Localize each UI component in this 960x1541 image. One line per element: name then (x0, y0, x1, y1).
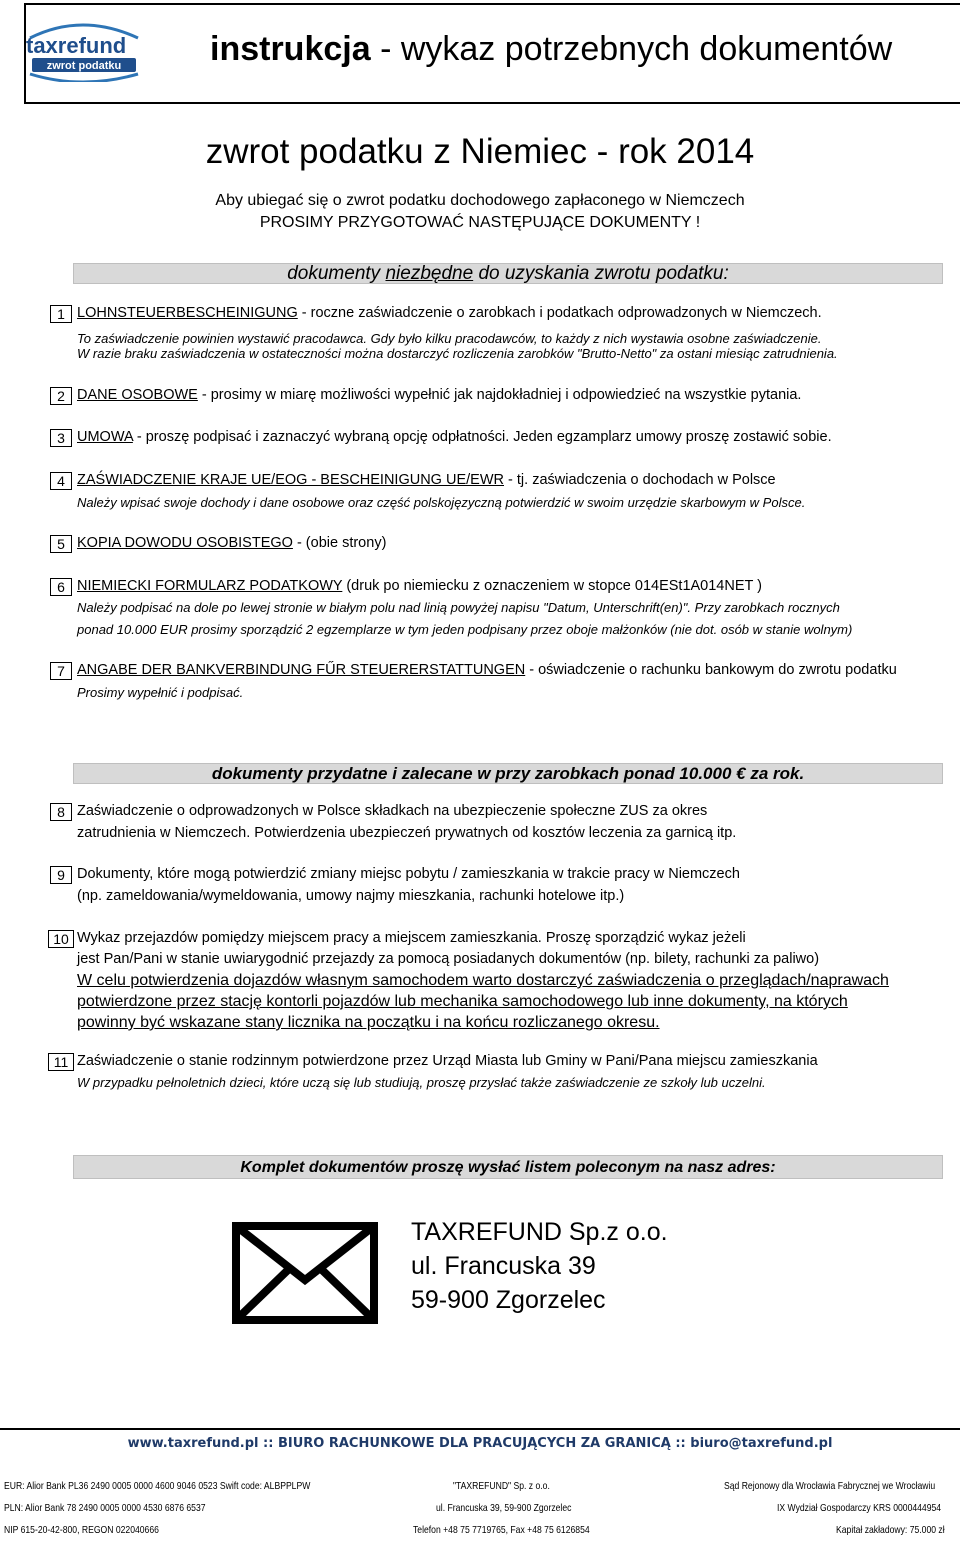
item-10-line-4: potwierdzone przez stację kontorli pojazdów lub mechanika samochodowego lub inne dokumenty, na których (77, 993, 848, 1010)
footer-company: "TAXREFUND" Sp. z o.o. (453, 1480, 550, 1492)
item-number: 5 (50, 535, 72, 553)
item-9-line-1: Dokumenty, które mogą potwierdzić zmiany miejsc pobytu / zamieszkania w trakcie pracy w Niemczech (77, 866, 740, 882)
heading-post: do uzyskania zwrotu podatku: (473, 263, 729, 284)
footer-contact: www.taxrefund.pl :: BIURO RACHUNKOWE DLA PRACUJĄCYCH ZA GRANICĄ :: biuro@taxrefund.pl (127, 1436, 833, 1451)
item-2-line (77, 387, 801, 403)
item-title: ZAŚWIADCZENIE KRAJE UE/EOG - BESCHEINIGUNG UE/EWR (77, 472, 504, 488)
item-number: 8 (50, 803, 72, 821)
footer-phone: Telefon +48 75 7719765, Fax +48 75 6126854 (413, 1524, 590, 1536)
item-8-line-2: zatrudnienia w Niemczech. Potwierdzenia ubezpieczeń prywatnych od kosztów leczenia za garnicą itp. (77, 825, 737, 841)
envelope-icon (232, 1222, 378, 1329)
item-title: UMOWA (77, 429, 133, 445)
heading-pre: dokumenty (287, 263, 386, 284)
item-10-line-3: W celu potwierdzenia dojazdów własnym samochodem warto dostarczyć zaświadczenia o przeglądach/naprawach (77, 972, 889, 989)
item-11-line-1: Zaświadczenie o stanie rodzinnym potwierdzone przez Urząd Miasta lub Gminy w Pani/Pana miejscu zamieszkania (77, 1053, 818, 1069)
item-6-line (77, 578, 762, 594)
item-1-note-1: To zaświadczenie powinien wystawić pracodawca. Gdy było kilku pracodawców, to każdy z nich wystawia osobne zaświadczenie. (77, 331, 822, 346)
address-street: ul. Francuska 39 (411, 1252, 596, 1280)
section-address-heading: Komplet dokumentów proszę wysłać listem poleconym na nasz adres: (73, 1155, 943, 1179)
intro-line-2: PROSIMY PRZYGOTOWAĆ NASTĘPUJĄCE DOKUMENTY ! (259, 214, 701, 231)
item-10-line-5: powinny być wskazane stany licznika na początku i na końcu rozliczanego okresu. (77, 1014, 660, 1031)
item-6-note-2: ponad 10.000 EUR prosimy sporządzić 2 egzemplarze w tym jeden podpisany przez oboje małżonków (nie dot. osób w stanie wolnym) (77, 622, 853, 637)
item-text: - proszę podpisać i zaznaczyć wybraną opcję odpłatności. Jeden egzamplarz umowy proszę zostawić sobie. (132, 429, 832, 445)
item-text: - prosimy w miarę możliwości wypełnić jak najdokładniej i odpowiedzieć na wszystkie pytania. (197, 387, 802, 403)
item-1-note-2: W razie braku zaświadczenia w ostateczności można dostarczyć rozliczenia zarobków "Brutto-Netto" za ostani miesiąc zatrudnienia. (77, 346, 838, 361)
logo-text: taxrefund (26, 33, 127, 58)
item-text: - (obie strony) (292, 535, 387, 551)
item-7-note: Prosimy wypełnić i podpisać. (77, 685, 244, 700)
item-number: 1 (50, 305, 72, 323)
item-10-line-1: Wykaz przejazdów pomiędzy miejscem pracy a miejscem zamieszkania. Proszę sporządzić wykaz jeżeli (77, 930, 746, 946)
item-number: 3 (50, 429, 72, 447)
item-8-line-1: Zaświadczenie o odprowadzonych w Polsce składkach na ubezpieczenie społeczne ZUS za okres (77, 803, 708, 819)
item-number: 4 (50, 472, 72, 490)
footer-capital: Kapitał zakładowy: 75.000 zł (836, 1524, 945, 1536)
item-5-line (77, 535, 386, 551)
footer-nip: NIP 615-20-42-800, REGON 022040666 (4, 1524, 159, 1536)
item-4-note: Należy wpisać swoje dochody i dane osobowe oraz część polskojęzyczną potwierdzić w swoim urzędzie skarbowym w Polsce. (77, 495, 806, 510)
header-title-rest: - wykaz potrzebnych dokumentów (370, 30, 893, 68)
item-title: DANE OSOBOWE (77, 387, 198, 403)
logo-subtext: zwrot podatku (46, 60, 122, 72)
footer-address: ul. Francuska 39, 59-900 Zgorzelec (436, 1502, 572, 1514)
address-company: TAXREFUND Sp.z o.o. (411, 1218, 668, 1246)
item-title: ANGABE DER BANKVERBINDUNG FŰR STEUERERSTATTUNGEN (77, 662, 526, 678)
item-text: - oświadczenie o rachunku bankowym do zwrotu podatku (525, 662, 897, 678)
item-4-line (77, 472, 776, 488)
footer-court: Sąd Rejonowy dla Wrocławia Fabrycznej we Wrocławiu (724, 1480, 936, 1492)
intro-line-1: Aby ubiegać się o zwrot podatku dochodowego zapłaconego w Niemczech (215, 192, 745, 209)
item-text: - roczne zaświadczenie o zarobkach i podatkach odprowadzonych w Niemczech. (297, 305, 822, 321)
section-required-heading (73, 263, 943, 284)
item-text: (druk po niemiecku z oznaczeniem w stopce 014ESt1A014NET ) (342, 578, 762, 594)
taxrefund-logo (22, 18, 144, 82)
item-number: 2 (50, 387, 72, 405)
item-number: 10 (48, 930, 74, 948)
item-number: 7 (50, 662, 72, 680)
item-1-line (77, 305, 822, 321)
item-title: LOHNSTEUERBESCHEINIGUNG (77, 305, 298, 321)
footer-bank-pln: PLN: Alior Bank 78 2490 0005 0000 4530 6876 6537 (4, 1502, 206, 1514)
footer-divider (0, 1428, 960, 1430)
page-title: zwrot podatku z Niemiec - rok 2014 (205, 132, 755, 171)
item-number: 9 (50, 866, 72, 884)
item-10-line-2: jest Pan/Pani w stanie uwiarygodnić przejazdy za pomocą posiadanych dokumentów (np. bilety, rachunki za paliwo) (77, 951, 820, 967)
address-city: 59-900 Zgorzelec (411, 1286, 606, 1314)
header-title (210, 30, 892, 69)
item-title: KOPIA DOWODU OSOBISTEGO (77, 535, 293, 551)
item-9-line-2: (np. zameldowania/wymeldowania, umowy najmy mieszkania, rachunki hotelowe itp.) (77, 888, 625, 904)
item-text: - tj. zaświadczenia o dochodach w Polsce (504, 472, 776, 488)
item-11-line-2: W przypadku pełnoletnich dzieci, które uczą się lub studiują, proszę przysłać także zaświadczenie ze szkoły lub uczelni. (77, 1075, 766, 1090)
footer-krs: IX Wydział Gospodarczy KRS 0000444954 (777, 1502, 942, 1514)
item-number: 11 (48, 1053, 74, 1071)
item-title: NIEMIECKI FORMULARZ PODATKOWY (77, 578, 343, 594)
item-3-line (77, 429, 832, 445)
item-7-line (77, 662, 897, 678)
section-recommended-heading: dokumenty przydatne i zalecane w przy zarobkach ponad 10.000 € za rok. (73, 763, 943, 784)
footer-bank-eur: EUR: Alior Bank PL36 2490 0005 0000 4600 9046 0523 Swift code: ALBPPLPW (4, 1480, 311, 1492)
item-6-note-1: Należy podpisać na dole po lewej stronie w białym polu nad linią powyżej napisu "Datum, Unterschrift(en)". Przy zarobkach rocznych (77, 600, 840, 615)
heading-underlined: niezbędne (385, 263, 474, 284)
item-number: 6 (50, 578, 72, 596)
header-title-bold: instrukcja (210, 30, 371, 68)
